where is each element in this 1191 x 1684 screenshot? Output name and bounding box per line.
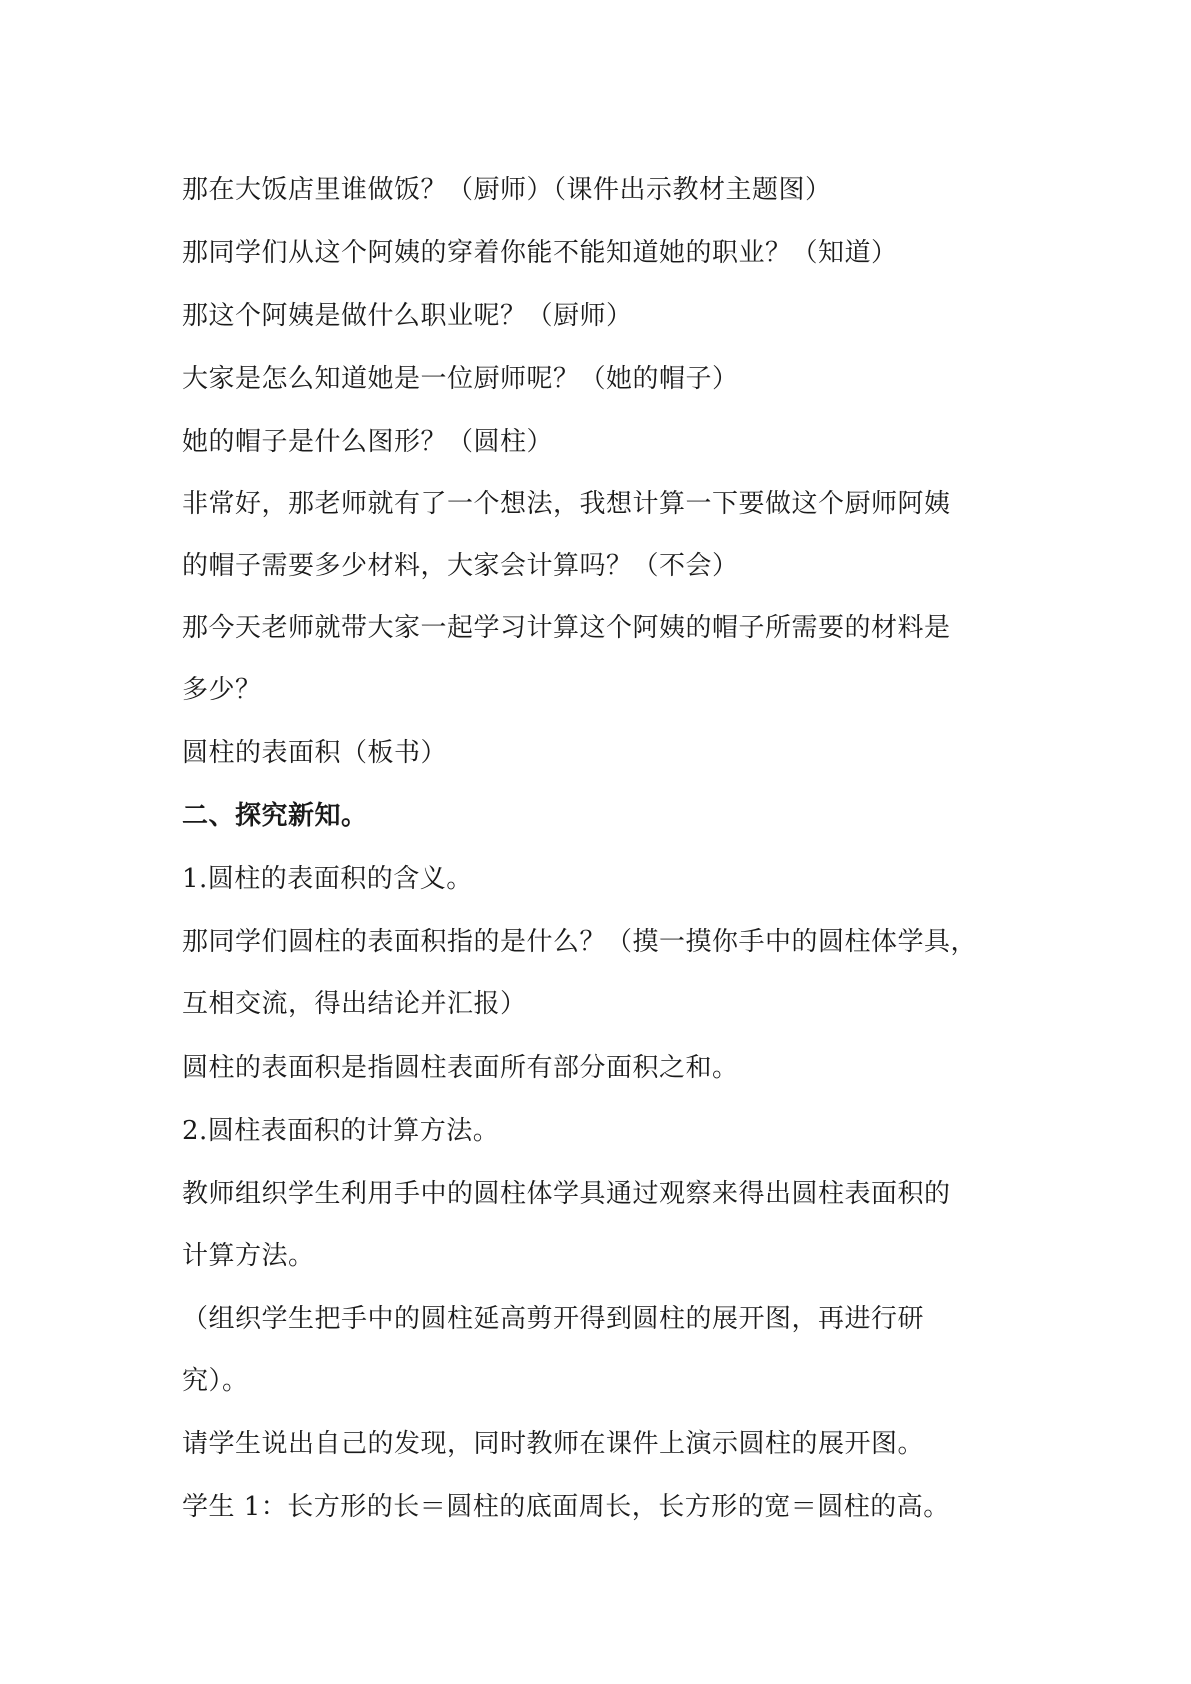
text-line: （组织学生把手中的圆柱延高剪开得到圆柱的展开图，再进行研 bbox=[182, 1304, 925, 1334]
text-line: 圆柱的表面积是指圆柱表面所有部分面积之和。 bbox=[182, 1053, 739, 1083]
text-line: 大家是怎么知道她是一位厨师呢？（她的帽子） bbox=[182, 364, 739, 394]
text-line: 请学生说出自己的发现，同时教师在课件上演示圆柱的展开图。 bbox=[182, 1429, 925, 1459]
subsection-heading: 2.圆柱表面积的计算方法。 bbox=[182, 1116, 500, 1146]
text-line: 究）。 bbox=[182, 1366, 249, 1396]
text-line: 的帽子需要多少材料，大家会计算吗？（不会） bbox=[182, 551, 739, 581]
text-line: 计算方法。 bbox=[182, 1241, 315, 1271]
section-heading: 二、探究新知。 bbox=[182, 801, 368, 831]
subsection-heading: 1.圆柱的表面积的含义。 bbox=[182, 864, 473, 894]
text-line: 学生 1：长方形的长＝圆柱的底面周长，长方形的宽＝圆柱的高。 bbox=[182, 1492, 950, 1522]
text-line: 那这个阿姨是做什么职业呢？（厨师） bbox=[182, 301, 633, 331]
text-line: 互相交流，得出结论并汇报） bbox=[182, 989, 527, 1019]
text-line: 那同学们从这个阿姨的穿着你能不能知道她的职业？（知道） bbox=[182, 238, 898, 268]
text-line: 她的帽子是什么图形？（圆柱） bbox=[182, 427, 554, 457]
text-line: 那在大饭店里谁做饭？（厨师）（课件出示教材主题图） bbox=[182, 175, 832, 205]
text-line: 多少？ bbox=[182, 675, 262, 705]
text-line: 那今天老师就带大家一起学习计算这个阿姨的帽子所需要的材料是 bbox=[182, 613, 951, 643]
text-line: 圆柱的表面积（板书） bbox=[182, 738, 448, 768]
text-line: 教师组织学生利用手中的圆柱体学具通过观察来得出圆柱表面积的 bbox=[182, 1179, 951, 1209]
text-line: 非常好，那老师就有了一个想法，我想计算一下要做这个厨师阿姨 bbox=[182, 489, 951, 519]
text-line: 那同学们圆柱的表面积指的是什么？（摸一摸你手中的圆柱体学具， bbox=[182, 927, 978, 957]
